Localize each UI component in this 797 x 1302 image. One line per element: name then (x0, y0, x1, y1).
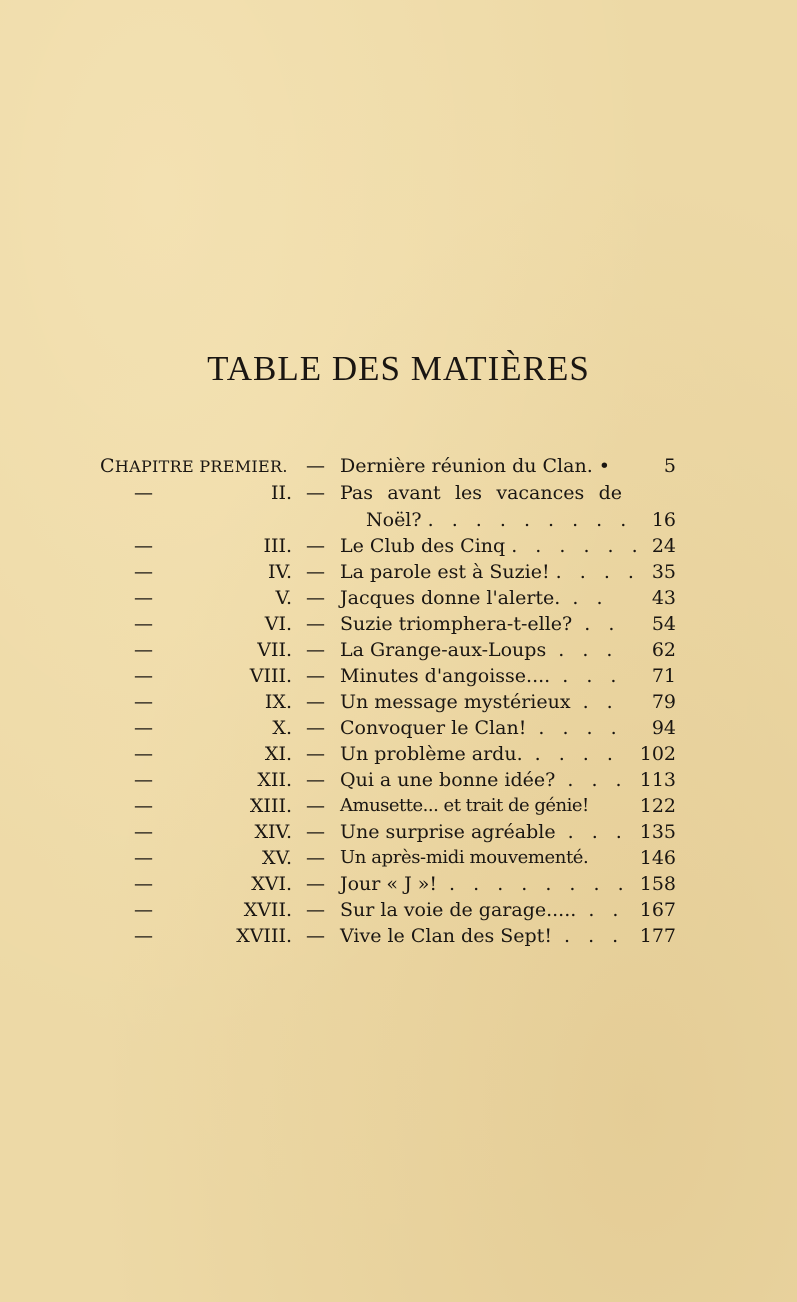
page-number: 102 (639, 743, 676, 765)
entry-title: Un après-midi mouvementé. (340, 847, 589, 868)
ditto-dash: — (134, 769, 153, 791)
entry-separator: — (306, 743, 325, 765)
entry-separator: — (306, 691, 325, 713)
toc-entry (0, 637, 797, 663)
ditto-dash: — (134, 821, 153, 843)
chapter-number: VII. (257, 639, 292, 661)
entry-separator: — (306, 587, 325, 609)
chapter-number: V. (275, 587, 292, 609)
ditto-dash: — (134, 743, 153, 765)
entry-separator: — (306, 925, 325, 947)
entry-title: Minutes d'angoisse.... . . . (340, 665, 623, 687)
toc-entry (0, 689, 797, 715)
entry-title: Noël? . . . . . . . . . (366, 509, 633, 531)
ditto-dash: — (134, 639, 153, 661)
page-number: 122 (639, 795, 676, 817)
toc-entry (0, 767, 797, 793)
entry-title: Le Club des Cinq . . . . . . (340, 535, 644, 557)
ditto-dash: — (134, 899, 153, 921)
toc-entry (0, 585, 797, 611)
entry-title: Jacques donne l'alerte. . . (340, 587, 609, 609)
page-number: 16 (651, 509, 676, 531)
entry-separator: — (306, 613, 325, 635)
ditto-dash: — (134, 587, 153, 609)
toc-entry (0, 871, 797, 897)
entry-title: Qui a une bonne idée? . . . (340, 769, 628, 791)
dot-leader: . . . . (555, 561, 640, 583)
ditto-dash: — (134, 561, 153, 583)
ditto-dash: — (134, 482, 153, 504)
page-number: 24 (651, 535, 676, 557)
chapter-number: XVIII. (236, 925, 292, 947)
chapter-number: III. (263, 535, 292, 557)
chapter-number: X. (272, 717, 292, 739)
dot-leader: . . . (555, 769, 628, 791)
page-number: 43 (651, 587, 676, 609)
dot-leader: • (592, 455, 610, 477)
entry-separator: — (306, 665, 325, 687)
toc-entry (0, 923, 797, 949)
entry-title: Suzie triomphera-t-elle? . . (340, 613, 621, 635)
chapter-number: XIV. (254, 821, 292, 843)
entry-title: Pas avant les vacances de (340, 482, 622, 504)
page-number: 94 (651, 717, 676, 739)
ditto-dash: — (134, 873, 153, 895)
toc-entry (0, 533, 797, 559)
chapter-number: XV. (262, 847, 292, 869)
toc-entry (0, 741, 797, 767)
chapter-number: VI. (264, 613, 292, 635)
page-number: 158 (639, 873, 676, 895)
entry-title: Une surprise agréable . . . (340, 821, 628, 843)
page-number: 146 (639, 847, 676, 869)
entry-title: La Grange-aux-Loups . . . (340, 639, 619, 661)
chapter-number: IX. (264, 691, 292, 713)
entry-separator: — (306, 795, 325, 817)
chapter-number: VIII. (249, 665, 292, 687)
dot-leader: . . (570, 691, 619, 713)
chapter-number: IV. (268, 561, 292, 583)
toc-entry (0, 845, 797, 871)
dot-leader: . . . (546, 639, 619, 661)
entry-separator: — (306, 535, 325, 557)
page-number: 71 (651, 665, 676, 687)
toc-entry (0, 453, 797, 479)
dot-leader: . . (560, 587, 609, 609)
page-number: 177 (639, 925, 676, 947)
dot-leader: . . (572, 613, 621, 635)
dot-leader: . . . . . . . . (437, 873, 630, 895)
chapter-number: XI. (264, 743, 292, 765)
ditto-dash: — (134, 847, 153, 869)
ditto-dash: — (134, 613, 153, 635)
entry-title: Sur la voie de garage..... . . (340, 899, 625, 921)
toc-entry (0, 480, 797, 506)
dot-leader: . . . (550, 665, 623, 687)
entry-separator: — (306, 873, 325, 895)
entry-title: Dernière réunion du Clan. • (340, 455, 610, 477)
entry-separator: — (306, 561, 325, 583)
entry-title: La parole est à Suzie! . . . . (340, 561, 640, 583)
chapter-number: XIII. (249, 795, 292, 817)
ditto-dash: — (134, 795, 153, 817)
chapter-number: CHAPITRE PREMIER. (100, 455, 288, 477)
page-number: 167 (639, 899, 676, 921)
dot-leader: . . (576, 899, 625, 921)
dot-leader: . . . (551, 925, 625, 947)
page-number: 62 (651, 639, 676, 661)
toc-entry-continuation (0, 507, 797, 533)
entry-separator: — (306, 821, 325, 843)
page-number: 5 (663, 455, 676, 477)
chapter-number: XII. (257, 769, 292, 791)
page-number: 135 (639, 821, 676, 843)
dot-leader: . . . . (526, 717, 623, 739)
ditto-dash: — (134, 925, 153, 947)
entry-separator: — (306, 899, 325, 921)
chapter-number: II. (270, 482, 292, 504)
toc-entry (0, 793, 797, 819)
chapter-number: XVI. (251, 873, 292, 895)
entry-title: Jour « J »! . . . . . . . . (340, 873, 630, 895)
toc-entry (0, 819, 797, 845)
toc-entry (0, 611, 797, 637)
dot-leader: . . . . (522, 743, 619, 765)
ditto-dash: — (134, 665, 153, 687)
toc-entry (0, 897, 797, 923)
ditto-dash: — (134, 691, 153, 713)
toc-entry (0, 715, 797, 741)
entry-title: Vive le Clan des Sept! . . . (340, 925, 625, 947)
entry-separator: — (306, 455, 325, 477)
page-number: 35 (651, 561, 676, 583)
page-number: 54 (651, 613, 676, 635)
chapter-number: XVII. (243, 899, 292, 921)
page-number: 79 (651, 691, 676, 713)
dot-leader: . . . . . . (511, 535, 644, 557)
page-number: 113 (639, 769, 676, 791)
dot-leader: . . . . . . . . . (427, 509, 633, 531)
entry-separator: — (306, 482, 325, 504)
toc-entry (0, 559, 797, 585)
entry-title: Un message mystérieux . . (340, 691, 619, 713)
entry-title: Convoquer le Clan! . . . . (340, 717, 623, 739)
entry-title: Amusette... et trait de génie! (340, 795, 589, 816)
entry-separator: — (306, 639, 325, 661)
entry-title: Un problème ardu. . . . . (340, 743, 619, 765)
ditto-dash: — (134, 535, 153, 557)
ditto-dash: — (134, 717, 153, 739)
dot-leader: . . . (555, 821, 628, 843)
entry-separator: — (306, 717, 325, 739)
toc-entry (0, 663, 797, 689)
page-title: TABLE DES MATIÈRES (207, 349, 590, 388)
entry-separator: — (306, 769, 325, 791)
entry-separator: — (306, 847, 325, 869)
